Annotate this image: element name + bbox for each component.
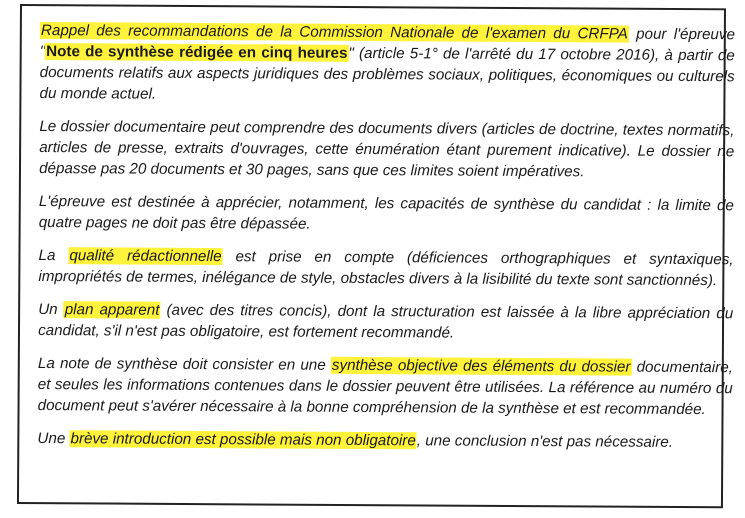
paragraph-text: Un — [38, 300, 64, 319]
paragraph-text: Une — [37, 429, 70, 448]
paragraph-introduction — [37, 428, 732, 453]
paragraph-dossier — [39, 116, 734, 183]
paragraph-text: pour l'épreuve " — [39, 25, 735, 61]
paragraph-synthesis — [38, 353, 733, 420]
paragraph-text: La — [38, 246, 69, 265]
paragraph-text: est prise en compte (déficiences orthographiques et syntaxiques, impropriétés de termes, inélégance de style, obstacles divers à la lisibilité du texte sont sanctionnés). — [38, 248, 734, 290]
paragraph-exam-recommendations — [39, 20, 735, 108]
paragraph-text: La note de synthèse doit consister en une — [37, 354, 331, 374]
highlight-writing-quality: qualité rédactionnelle — [69, 247, 222, 266]
paragraph-text: , une conclusion n'est pas nécessaire. — [416, 432, 674, 451]
highlight-plan: plan apparent — [64, 301, 160, 319]
paragraph-plan — [38, 299, 733, 345]
paragraph-purpose — [39, 191, 734, 237]
paragraph-writing-quality — [38, 245, 733, 291]
highlight-exam-name: Note de synthèse rédigée en cinq heures — [46, 43, 348, 62]
highlight-introduction: brève introduction est possible mais non obligatoire — [70, 430, 416, 450]
paragraph-text: documentaire, et seules les informations contenues dans le dossier peuvent être utilisées. La référence au numéro du document peut s'avérer nécessaire à la bonne compréhension de la synthèse et est recommandée. — [37, 358, 733, 419]
paragraph-text: " (article 5-1° de l'arrêté du 17 octobre 2016), à partir de documents relatifs aux aspects juridiques des problèmes sociaux, politiques, économiques ou culturels du monde actuel. — [39, 44, 735, 103]
paragraph-text: Le dossier documentaire peut comprendre des documents divers (articles de doctrine, textes normatifs, articles de presse, extraits d'ouvrages, cette énumération étant purement indicative). Le dossier ne dépasse pas 20 documents et 30 pages, sans que ces limites soient impératives. — [39, 117, 735, 181]
document-body — [37, 20, 735, 465]
paragraph-text: L'épreuve est destinée à apprécier, notamment, les capacités de synthèse du candidat : la limite de quatre pages ne doit pas être dépassée. — [38, 192, 734, 233]
highlight-commission-title: Rappel des recommandations de la Commission Nationale de l'examen du CRFPA — [40, 22, 628, 43]
highlight-objective-synthesis: synthèse objective des éléments du dossier — [331, 356, 631, 376]
paragraph-text: (avec des titres concis), dont la structuration est laissée à la libre appréciation du candidat, s'il n'est pas obligatoire, est fortement recommandé. — [38, 301, 734, 342]
